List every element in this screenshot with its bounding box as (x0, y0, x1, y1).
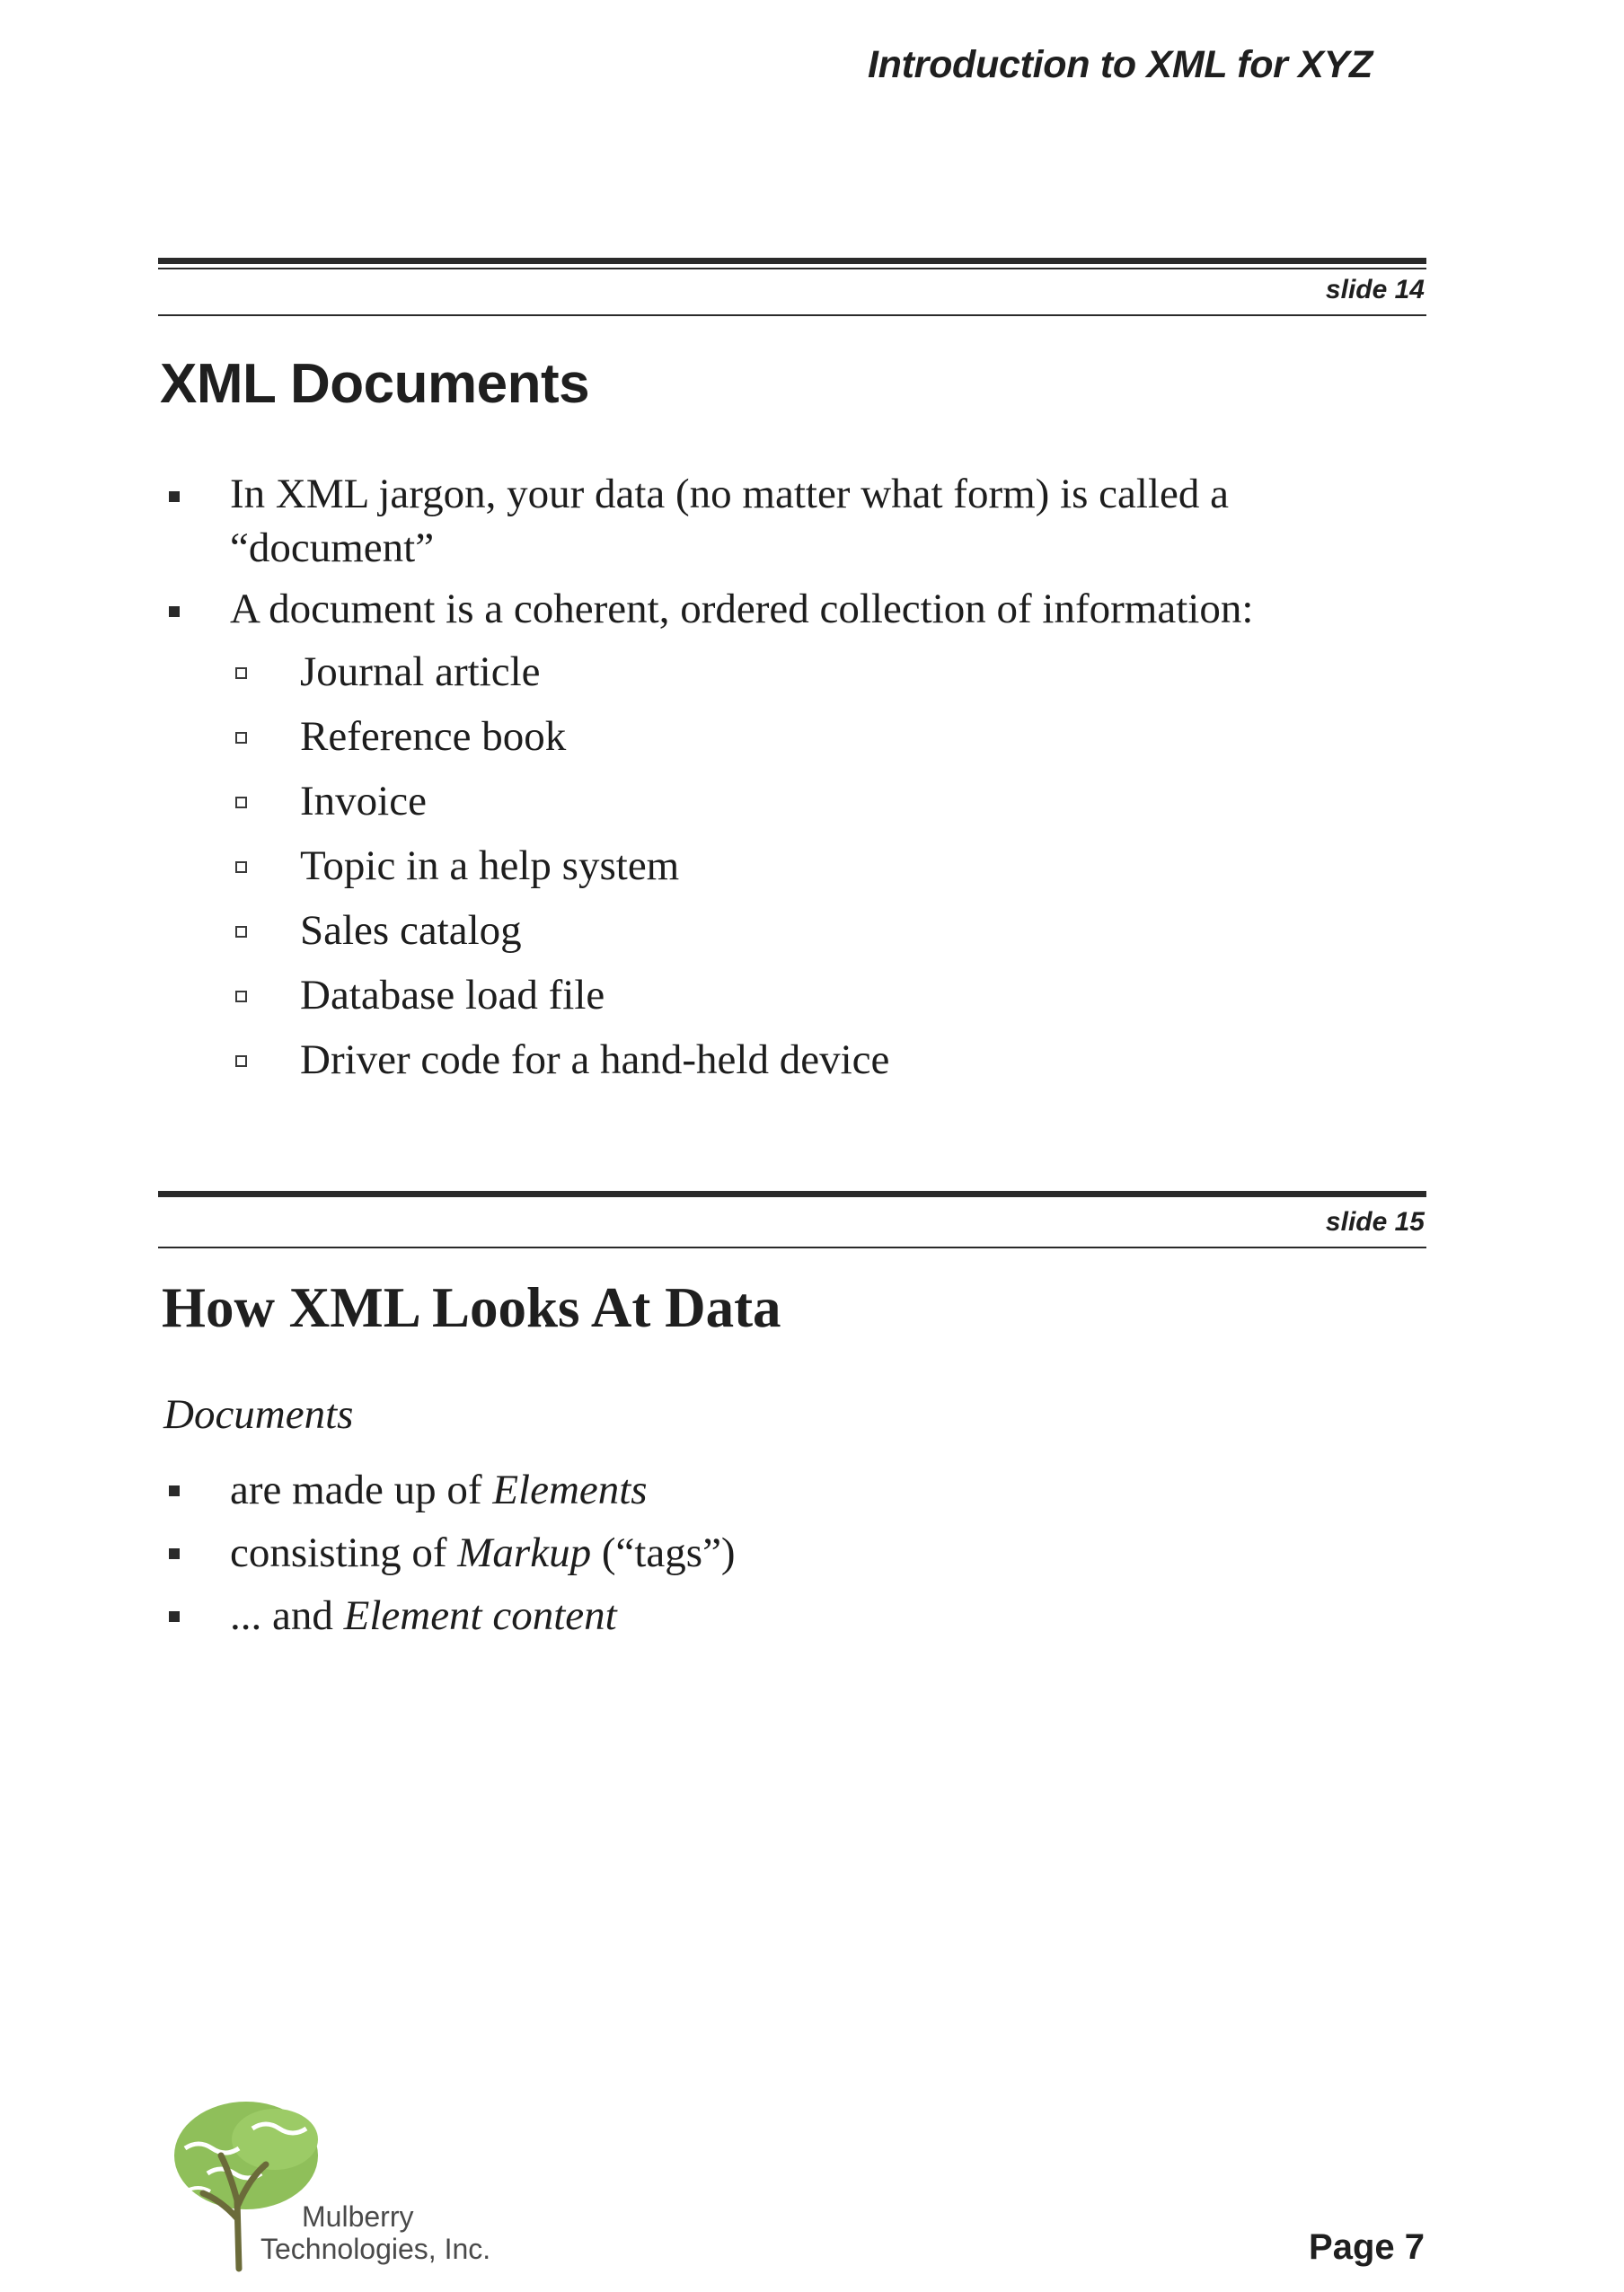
sub-list-item (162, 704, 1383, 769)
bullet-text-emphasis: Elements (492, 1467, 648, 1513)
sub-item-text: Invoice (300, 778, 427, 824)
slide-14-title: XML Documents (160, 353, 590, 415)
documents-label: Documents (163, 1391, 354, 1438)
list-item (162, 1459, 1383, 1521)
square-bullet-icon (169, 491, 180, 502)
bullet-text-plain: are made up of (230, 1467, 493, 1513)
page-number: Page 7 (1309, 2227, 1425, 2267)
slide-14-label: slide 14 (1325, 275, 1425, 304)
slide-15-top-rule (158, 1191, 1426, 1197)
sub-list-item (162, 963, 1383, 1027)
bullet-text-after: (“tags”) (591, 1529, 736, 1576)
logo-line-2: Technologies, Inc. (260, 2233, 491, 2265)
list-item (162, 467, 1383, 575)
slide-15-bullet-list (162, 1459, 1383, 1647)
hollow-square-bullet-icon (235, 732, 247, 744)
sub-list-item (162, 769, 1383, 833)
list-item (162, 1584, 1383, 1647)
sublist-container (162, 639, 1383, 1092)
sub-item-text: Driver code for a hand-held device (300, 1036, 890, 1083)
hollow-square-bullet-icon (235, 1055, 247, 1067)
square-bullet-icon (169, 1548, 180, 1559)
sub-item-text: Journal article (300, 648, 541, 695)
sub-list-item (162, 833, 1383, 898)
sub-item-text: Database load file (300, 972, 605, 1018)
hollow-square-bullet-icon (235, 861, 247, 873)
hollow-square-bullet-icon (235, 991, 247, 1002)
mulberry-logo (167, 2093, 526, 2272)
sub-list-item (162, 639, 1383, 704)
sub-item-text: Reference book (300, 713, 567, 760)
sub-list-item (162, 898, 1383, 963)
hollow-square-bullet-icon (235, 667, 247, 679)
sub-bullet-list (162, 639, 1383, 1092)
sub-item-text: Topic in a help system (300, 842, 680, 889)
square-bullet-icon (169, 606, 180, 617)
hollow-square-bullet-icon (235, 797, 247, 808)
slide-14-top-rule-thin (158, 268, 1426, 269)
logo-line-1: Mulberry (302, 2200, 414, 2233)
square-bullet-icon (169, 1485, 180, 1496)
slide-15-title: How XML Looks At Data (162, 1276, 781, 1339)
bullet-text-plain: ... and (230, 1592, 344, 1639)
bullet-text: A document is a coherent, ordered collection of information: (230, 586, 1254, 632)
sub-item-text: Sales catalog (300, 907, 522, 954)
slide-14-label-rule (158, 314, 1426, 316)
slide-14-bullet-list (162, 467, 1383, 1092)
bullet-text-emphasis: Markup (457, 1529, 592, 1576)
hollow-square-bullet-icon (235, 926, 247, 938)
sub-list-item (162, 1027, 1383, 1092)
slide-14-top-rule (158, 258, 1426, 264)
bullet-text: In XML jargon, your data (no matter what form) is called a “document” (230, 471, 1229, 571)
list-item (162, 1521, 1383, 1584)
slide-15-label: slide 15 (1325, 1207, 1425, 1237)
running-header: Introduction to XML for XYZ (868, 43, 1372, 86)
square-bullet-icon (169, 1611, 180, 1622)
slide-15-label-rule (158, 1247, 1426, 1248)
list-item (162, 582, 1383, 636)
bullet-text-emphasis: Element content (343, 1592, 617, 1639)
bullet-text-plain: consisting of (230, 1529, 458, 1576)
